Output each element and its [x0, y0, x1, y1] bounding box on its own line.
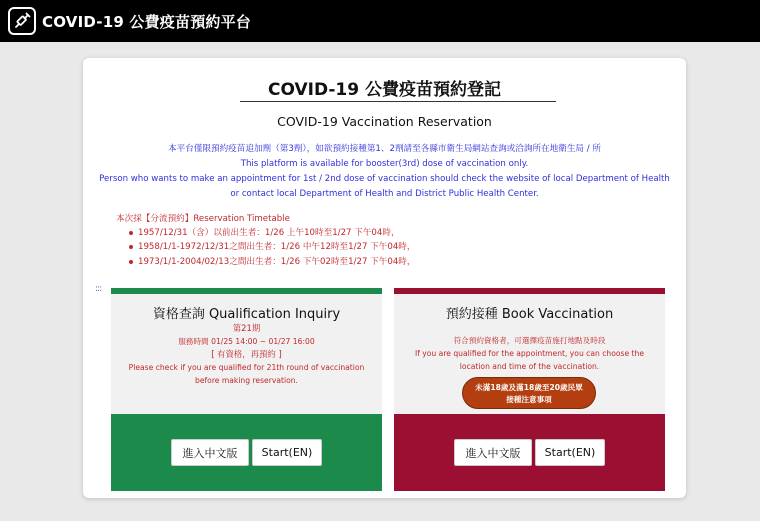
booking-note-zh: 符合預約資格者，可選擇疫苗施打地點及時段: [453, 336, 606, 345]
qualification-status: [ 有資格，再預約 ]: [211, 349, 282, 359]
notice-button-line-2: 接種注意事項: [506, 395, 552, 404]
notice-line-en-1: This platform is available for booster(3rd) dose of vaccination only.: [240, 159, 529, 169]
platform-notice: [98, 142, 671, 202]
reservation-timetable: [116, 212, 616, 269]
main-card: [83, 58, 686, 498]
qualification-actions: [111, 414, 382, 491]
booking-chinese-button[interactable]: 進入中文版: [454, 439, 532, 466]
top-bar: [0, 0, 760, 42]
timetable-item: 1973/1/1-2004/02/13之間出生者：1/26 下午02時至1/27 下午04時，: [128, 255, 616, 269]
booking-note-en: If you are qualified for the appointment, you can choose the location and time of the vaccination.: [414, 349, 645, 371]
timetable-item: 1957/12/31（含）以前出生者：1/26 上午10時至1/27 下午04時，: [128, 226, 616, 240]
service-time: 服務時間 01/25 14:00 ~ 01/27 16:00: [178, 337, 315, 346]
booking-english-button[interactable]: Start(EN): [535, 439, 605, 466]
qualification-note: Please check if you are qualified for 21th round of vaccination before making reservation.: [128, 363, 365, 385]
timetable-item: 1958/1/1-1972/12/31之間出生者：1/26 中午12時至1/27 下午04時，: [128, 240, 616, 254]
qualification-panel: [111, 288, 382, 491]
booking-title: 預約接種 Book Vaccination: [445, 307, 614, 322]
notice-button-line-1: 未滿18歲及滿18歲至20歲民眾: [475, 383, 583, 392]
qualification-info: [119, 322, 374, 387]
drag-handle-icon[interactable]: :::: [95, 284, 102, 294]
round-label: 第21期: [232, 323, 261, 333]
notice-line-en-2: Person who wants to make an appointment for 1st / 2nd dose of vaccination should check the website of local Department of Health or contact local Department of Health and District Public Health Center.: [99, 174, 670, 199]
qualification-title: 資格查詢 Qualification Inquiry: [152, 307, 341, 322]
booking-actions: [394, 414, 665, 491]
vaccine-syringe-icon[interactable]: [8, 7, 36, 35]
booking-panel: [394, 288, 665, 491]
qualification-chinese-button[interactable]: 進入中文版: [171, 439, 249, 466]
timetable-heading: 本次採【分流預約】Reservation Timetable: [116, 214, 290, 224]
booking-info: [402, 334, 657, 373]
page-subtitle: COVID-19 Vaccination Reservation: [277, 114, 492, 129]
page-title: COVID-19 公費疫苗預約登記: [267, 80, 501, 100]
title-divider: [240, 101, 556, 102]
timetable-list: [128, 226, 616, 269]
notice-line-zh: 本平台僅限預約疫苗追加劑（第3劑），如欲預約接種第1、2劑請至各縣市衛生局網站查詢或洽詢所在地衛生局 / 所: [168, 144, 601, 154]
minor-vaccination-notice-button[interactable]: [462, 377, 596, 409]
app-title: COVID-19 公費疫苗預約平台: [42, 12, 251, 31]
qualification-english-button[interactable]: Start(EN): [252, 439, 322, 466]
